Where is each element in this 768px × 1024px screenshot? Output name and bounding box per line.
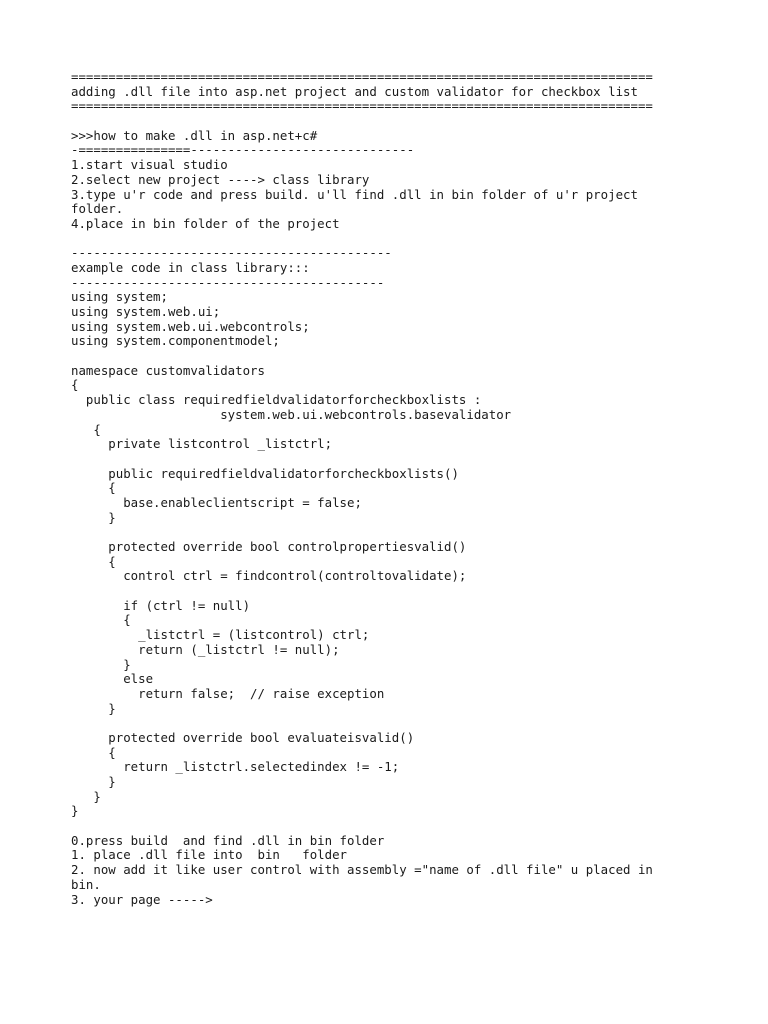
- blank-line: [71, 584, 731, 599]
- section-heading: >>>how to make .dll in asp.net+c#: [71, 127, 318, 143]
- step-line: 4.place in bin folder of the project: [71, 215, 340, 231]
- code-line: return false; // raise exception: [71, 685, 385, 701]
- code-line: }: [71, 788, 101, 804]
- code-line: {: [71, 744, 116, 760]
- step-line: 3.type u'r code and press build. u'll find .dll in bin folder of u'r project: [71, 186, 638, 202]
- blank-line: [71, 349, 731, 364]
- document-page: [71, 70, 731, 907]
- code-line: }: [71, 774, 116, 789]
- blank-line: [71, 114, 731, 129]
- instruction-line: 3. your page ----->: [71, 891, 213, 907]
- blank-line: [71, 525, 731, 540]
- blank-line: [71, 819, 731, 834]
- code-line: public class requiredfieldvalidatorforcheckboxlists :: [71, 392, 482, 408]
- code-line: {: [71, 377, 79, 393]
- blank-line: [71, 232, 731, 247]
- code-line: using system;: [71, 289, 168, 305]
- example-heading: example code in class library:::: [71, 259, 310, 275]
- step-line: 1.start visual studio: [71, 157, 228, 173]
- divider-line: ------------------------------------------: [71, 274, 385, 290]
- code-line: base.enableclientscript = false;: [71, 494, 362, 510]
- code-line: control ctrl = findcontrol(controltovalidate);: [71, 568, 467, 584]
- code-line: namespace customvalidators: [71, 362, 265, 378]
- code-line: return _listctrl.selectedindex != -1;: [71, 759, 400, 775]
- code-line: }: [71, 700, 116, 716]
- code-line: public requiredfieldvalidatorforcheckboxlists(): [71, 465, 459, 481]
- blank-line: [71, 716, 731, 731]
- code-line: {: [71, 421, 101, 437]
- code-line: if (ctrl != null): [71, 597, 251, 613]
- code-line: using system.web.ui;: [71, 304, 221, 319]
- code-line: }: [71, 803, 79, 819]
- code-line: using system.web.ui.webcontrols;: [71, 318, 310, 334]
- code-line: {: [71, 480, 116, 496]
- code-line: {: [71, 612, 131, 628]
- divider-line: -------------------------------------------: [71, 245, 392, 261]
- step-line: 2.select new project ----> class library: [71, 171, 370, 187]
- header-separator-top: ==============================================================================: [71, 69, 653, 84]
- blank-line: [71, 452, 731, 467]
- code-line: }: [71, 509, 116, 525]
- document-title: adding .dll file into asp.net project and custom validator for checkbox list: [71, 83, 638, 99]
- section-underline: -===============------------------------------: [71, 142, 415, 158]
- code-line: _listctrl = (listcontrol) ctrl;: [71, 627, 370, 643]
- instruction-line: bin.: [71, 876, 101, 892]
- code-line: using system.componentmodel;: [71, 333, 280, 349]
- instruction-line: 2. now add it like user control with assembly ="name of .dll file" u placed in: [71, 862, 653, 878]
- step-line: folder.: [71, 201, 124, 217]
- code-line: return (_listctrl != null);: [71, 641, 340, 657]
- code-line: system.web.ui.webcontrols.basevalidator: [71, 406, 512, 422]
- code-line: {: [71, 553, 116, 569]
- instruction-line: 0.press build and find .dll in bin folder: [71, 832, 385, 848]
- header-separator-bottom: ==============================================================================: [71, 98, 653, 114]
- code-line: protected override bool controlpropertiesvalid(): [71, 539, 467, 554]
- instruction-line: 1. place .dll file into bin folder: [71, 847, 348, 863]
- code-line: private listcontrol _listctrl;: [71, 436, 333, 452]
- code-line: }: [71, 656, 131, 672]
- code-line: protected override bool evaluateisvalid(): [71, 729, 415, 745]
- code-line: else: [71, 671, 154, 687]
